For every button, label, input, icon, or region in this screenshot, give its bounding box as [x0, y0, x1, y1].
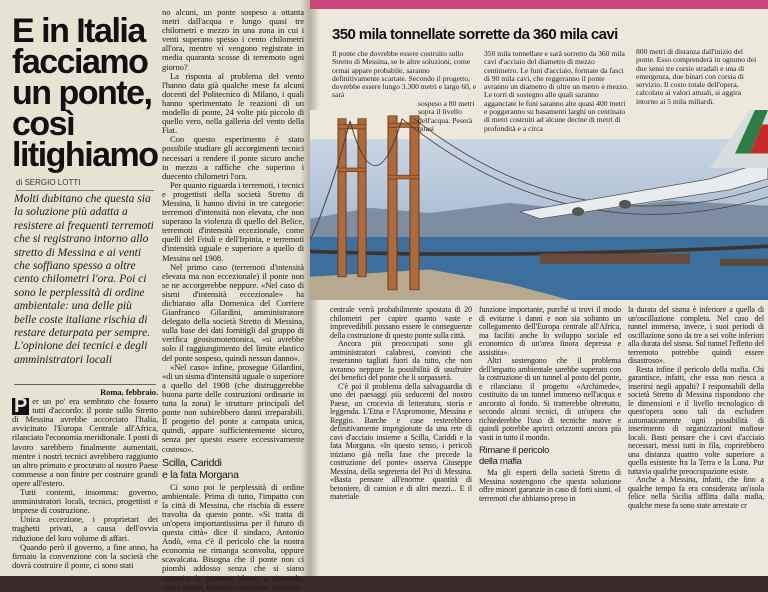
divider [14, 384, 156, 385]
paragraph: Ma gli esperti della società Stretto di Messina sostengono che questa soluzione offre minori garanzie in caso di forti sismi. «I terremoti che abbiamo preso in [479, 468, 621, 503]
headline-line: facciamo [12, 43, 148, 81]
paragraph: La risposta al problema del vento l'hanno data già qualche mese fa alcuni docenti del Politecnico di Milano, i quali hanno sperimentato le reazioni di un modello di ponte, 24 volte più piccolo di quello vero, nella galleria del vento della Fiat. [162, 70, 304, 136]
paragraph: Per quanto riguarda i terremoti, i tecnici e progettisti della società Stretto di Messina, li hanno divisi in tre categorie: terremoti d'intensità non elevata, che non superano la violenza di quello del Belice, terremoti d'intensità eccezionale, come quelli del Friuli e dell'Irpinia, e terremoti d'intensità uguale e superiore a quello di Messina nel 1908. [162, 179, 304, 263]
paragraph: «Nel caso» infine, prosegue Gilardini, «di un sisma d'intensità uguale o superiore a quello del 1908 (che distruggerebbe buona parte delle costruzioni ordinarie in tutta la zona) le strutture principali del ponte non subirebbero danni irreparabili. Il progetto del ponte a campata unica, quindi, appare sufficientemente sicuro, senza per questo essere eccessivamente costoso». [162, 361, 304, 454]
body-column-2 [162, 8, 304, 592]
paragraph: funzione importante, purché si trovi il modo di evitarne i danni e non sia soltanto un collegamento dell'Europa centrale all'Africa, ma faciliti anche lo sviluppo sociale ed economico di un'area finora depressa e assistita». [479, 305, 621, 357]
dateline: Roma, febbraio. [100, 387, 158, 397]
paragraph: Altri sostengono che il problema dell'impatto ambientale sarebbe superato con la costruzione di un tunnel al posto del ponte, e rilanciano il progetto «Archimede», costituito da un tunnel immerso nell'acqua e ancorato al fondo. Si tratterebbe oltretutto, secondo alcuni tecnici, di un'opera che richiederebbe l'uso di tecniche nuove e quindi potrebbe aprirci orizzonti ancora più vasti in tutto il mondo. [479, 356, 621, 442]
headline-line: così [12, 105, 75, 143]
paragraph: Ancora più preoccupati sono gli amministratori calabresi, convinti che resteranno tagliati fuori da tutto, che non avranno neppure la possibilità di usufruire dei benefici del ponte che li sorpasserà. [330, 339, 472, 382]
paragraph: Con questo esperimento è stato possibile studiare gli accorgimenti tecnici necessari a rendere il ponte sicuro anche in mezzo a raffiche che superino i duecento chilometri l'ora. [162, 134, 304, 181]
headline-line: litighiamo [12, 136, 158, 174]
paragraph: centrale verrà probabilmente spostata di 20 chilometri per capire quanto vaste e imprevedibili possano essere le conseguenze della costruzione di questo ponte sulla città. [330, 305, 472, 340]
subheading: Rimane il pericolo della mafia [479, 445, 550, 467]
paragraph: Anche a Messina, infatti, che fino a qualche tempo fa era considerata un'isola felice nella Sicilia afflitta dalla mafia, qualche mese fa sono state arrestate cr [628, 475, 764, 510]
caption-2: 350 mila tonnellate e sarà sorretto da 360 mila cavi d'acciaio del diametro di mezzo centimetro. Le funi d'acciaio, formate da fasci di 90 mila cavi, che reggeranno il ponte avranno un diametro di oltre un metro e mezzo. Le torri di sostegno alle quali saranno agganciate le funi saranno alte quasi 400 metri e poggeranno su basamenti larghi un centinaio di metri costruiti ad alcune decine di metri di profondità e a circa [484, 49, 629, 133]
pink-band [310, 0, 768, 9]
bridge-illustration [310, 110, 768, 300]
body-column-1 [12, 388, 158, 570]
photo-headline: 350 mila tonnellate sorrette da 360 mila cavi [332, 26, 618, 43]
body-column-r2 [479, 306, 621, 503]
caption-1-cont: sospeso a 80 metri sopra il livello dell'acqua. Peserà quasi [418, 99, 475, 133]
intro-text: Molti dubitano che questa sia la soluzione più adatta a resistere ai frequenti terremoti che si registrano intorno allo stretto di Messina e ai venti che soffiano spesso a oltre cento chilometri l'ora. Poi ci sono le perplessità di ordine ambientale: una delle più belle coste italiane rischia di restare deturpata per sempre. L'opinione dei tecnici e degli amministratori locali [14, 193, 154, 366]
caption-1: Il ponte che dovrebbe essere costruito sullo Stretto di Messina, se le altre soluzioni, come ormai appare probabile, saranno definitivamente scartate. Secondo il progetto, dovrebbe essere lungo 3.300 metri e largo 60, e sarà [332, 49, 477, 100]
paragraph: C'è poi il problema della salvaguardia di uno dei paesaggi più seducenti del nostro Paese, un crocevia di letteratura, storia e leggenda. L'Etna e l'Aspromonte, Messina e Reggio. Barche e case resterebbero definitivamente imprigionate da una rete di cavi d'acciaio insieme a Scilla, Cariddi e la fata Morgana. «In questo senso, i pericoli iniziano già nella fase che precede la costruzione del ponte» osserva Giuseppe Messina, della segreteria del Pci di Messina. «Basta pensare all'enorme quantità di betoniere, di camion e di altri mezzi... E il materiale [330, 381, 472, 501]
paragraph: Unica eccezione, i proprietari dei traghetti privati, a causa dell'ovvia riduzione del loro volume di affari. [12, 514, 158, 543]
left-page [0, 0, 312, 592]
paragraph: no alcuni, un ponte sospeso a ottanta metri dall'acqua e lungo quasi tre chilometri e mezzo in una zona in cui i venti superano spesso i cento chilometri all'ora, mentre vi vengono registrate in media quaranta scosse di terremoto ogni giorno? [162, 7, 304, 72]
paragraph: Resta infine il pericolo della mafia. Chi garantisce, infatti, che essa non riesca a inserirsi negli appalti? I responsabili della società Stretto di Messina rispondono che le dimensioni e il livello tecnologico di quest'opera sono tali da escludere automaticamente ogni possibilità di inserimento di organizzazioni mafiose locali. Basti pensare che i cavi d'acciaio necessari, messi tutti in fila, coprirebbero una distanza quattro volte superiore a quella esistente fra la Terra e la Luna. Pur tuttavia qualche preoccupazione esiste. [628, 364, 764, 476]
headline-line: un ponte, [12, 74, 152, 112]
paragraph: Tutti contenti, insomma: governo, amministratori locali, tecnici, progettisti e imprese di costruzione. [12, 487, 158, 516]
paragraph: Ci sono poi le perplessità di ordine ambientale. Prima di tutto, l'impatto con la città di Messina, che rischia di essere travolta da questo ponte. «Si tratta di un'opera importantissima per il futuro di questa città» dice il sindaco, Antonio Andò, «ma c'è il pericolo che la nostra economia ne rimanga sconvolta, oppure scavalcata. Bisogna che il ponte non ci piombi addosso senza che si siano costruite le strutture idonee a riceverlo, come strade, ferrovie, canalonie, raccordi [162, 481, 304, 592]
right-page [310, 0, 768, 576]
caption-3: 800 metri di distanza dall'inizio del ponte. Esso comprenderà in ognuno dei due sensi tre corsie stradali e una di emergenza, due binari con corsia di servizio. Il costo totale dell'opera, calcolato ai valori attuali, si aggira intorno ai 5 mila miliardi. [636, 47, 757, 106]
paragraph: la durata del sisma è inferiore a quella di un'oscillazione completa. Nel caso del tunnel immerso, invece, i suoi periodi di oscillazione sono da tre a sei volte inferiori alla durata del sisma. Sul tunnel l'effetto del terremoto potrebbe quindi essere disastroso». [628, 305, 764, 365]
subheading: Scilla, Cariddi e la fata Morgana [162, 456, 239, 481]
paragraph: er un po' era sembrato che fossero tutti d'accordo: il ponte sullo Stretto di Messina avrebbe accorciato l'Italia, avvicinato l'Europa Centrale all'Africa, rilanciato l'economia meridionale. I posti di lavoro sarebbero finalmente aumentati, mentre i nostri tecnici avrebbero raggiunto un altro primato e procurato al nostro Paese commesse a non finire per costruire grandi opere all'estero. [12, 396, 158, 488]
drop-cap: P [14, 395, 28, 418]
paragraph: Quando però il governo, a fine anno, ha firmato la convenzione con la società che dovrà costruire il ponte, ci sono stati [12, 541, 158, 570]
headline-line: E in Italia [12, 12, 145, 50]
article-headline [12, 12, 158, 174]
body-column-r3 [628, 306, 764, 510]
byline: di SERGIO LOTTI [16, 178, 154, 191]
body-column-r1 [330, 306, 472, 502]
paragraph: Nel primo caso (terremoti d'intensità elevata ma non eccezionale) il ponte non se ne accorgerebbe neppure. «Nel caso di sismi d'intensità eccezionale» ha dichiarato alla Domenica del Corriere Gianfranco Gilardini, amministratore delegato della società Stretto di Messina, sulla base dei dati fornitigli dal gruppo di verifica geosismotettonica, «si avrebbe solo il raggiungimento del limite elastico del ponte sospeso, quindi nessun danno». [162, 261, 304, 363]
